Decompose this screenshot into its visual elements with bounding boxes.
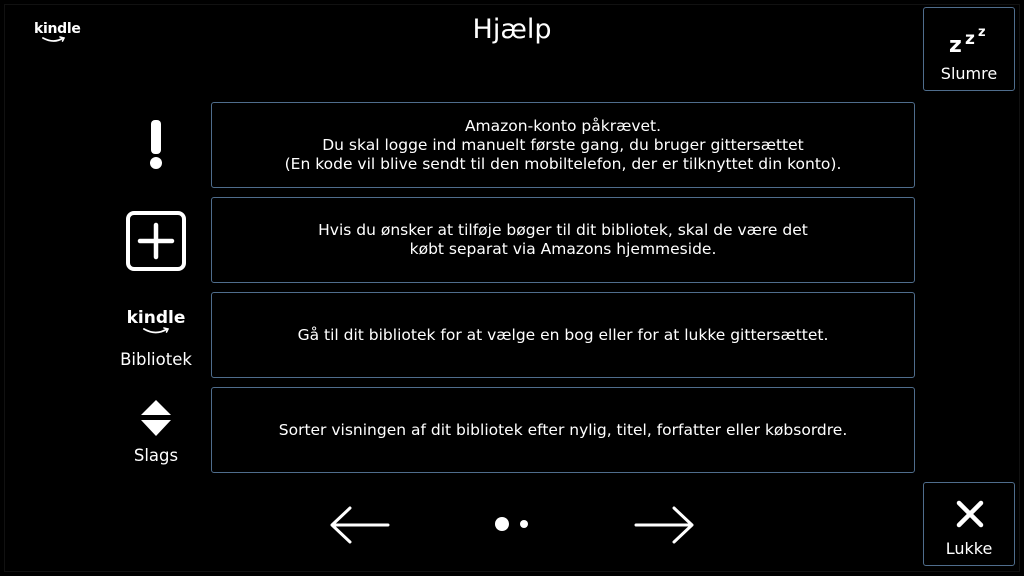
help-row-account-text: Amazon-konto påkrævet. Du skal logge ind manuelt første gang, du bruger gittersættet (En kode vil blive sendt til den mobiltelefon, der er tilknyttet din konto). [284, 116, 842, 173]
kindle-logo-text: kindle [34, 21, 81, 37]
svg-text:z: z [949, 33, 962, 56]
slumre-button[interactable] [923, 7, 1015, 91]
bibliotek-label: Bibliotek [120, 350, 192, 369]
page-dot [520, 520, 528, 528]
next-arrow-icon[interactable] [634, 504, 696, 546]
page-title: Hjælp [472, 14, 552, 45]
help-row-account [211, 102, 915, 188]
help-row-library-text: Gå til dit bibliotek for at vælge en bog eller for at lukke gittersættet. [297, 325, 829, 344]
help-row-add-books-text: Hvis du ønsker at tilføje bøger til dit bibliotek, skal de være det købt separat via Amazons hjemmeside. [318, 221, 808, 258]
help-row-sort-text: Sorter visningen af dit bibliotek efter nylig, titel, forfatter eller købsordre. [278, 420, 848, 439]
plus-box-icon [125, 210, 187, 272]
exclamation-icon [146, 118, 166, 172]
slumre-label: Slumre [940, 64, 998, 83]
help-row-library [211, 292, 915, 378]
slags-label: Slags [133, 446, 179, 465]
page-dot-active [495, 517, 509, 531]
row-1-side [110, 118, 202, 176]
svg-text:z: z [978, 25, 986, 40]
amazon-smile-icon [141, 327, 171, 336]
app-frame [4, 4, 1020, 572]
previous-arrow-icon[interactable] [328, 504, 390, 546]
lukke-label: Lukke [945, 539, 993, 558]
lukke-button[interactable] [923, 482, 1015, 566]
sort-arrows-icon [139, 398, 173, 438]
close-icon [955, 499, 985, 529]
page-indicator [494, 516, 534, 532]
row-4-side [110, 398, 202, 465]
row-2-side [110, 210, 202, 276]
row-3-side [110, 310, 202, 369]
sleep-zzz-icon [945, 20, 995, 56]
svg-text:z: z [965, 29, 975, 49]
kindle-logo-icon: kindle [126, 308, 186, 328]
help-row-add-books [211, 197, 915, 283]
help-row-sort [211, 387, 915, 473]
